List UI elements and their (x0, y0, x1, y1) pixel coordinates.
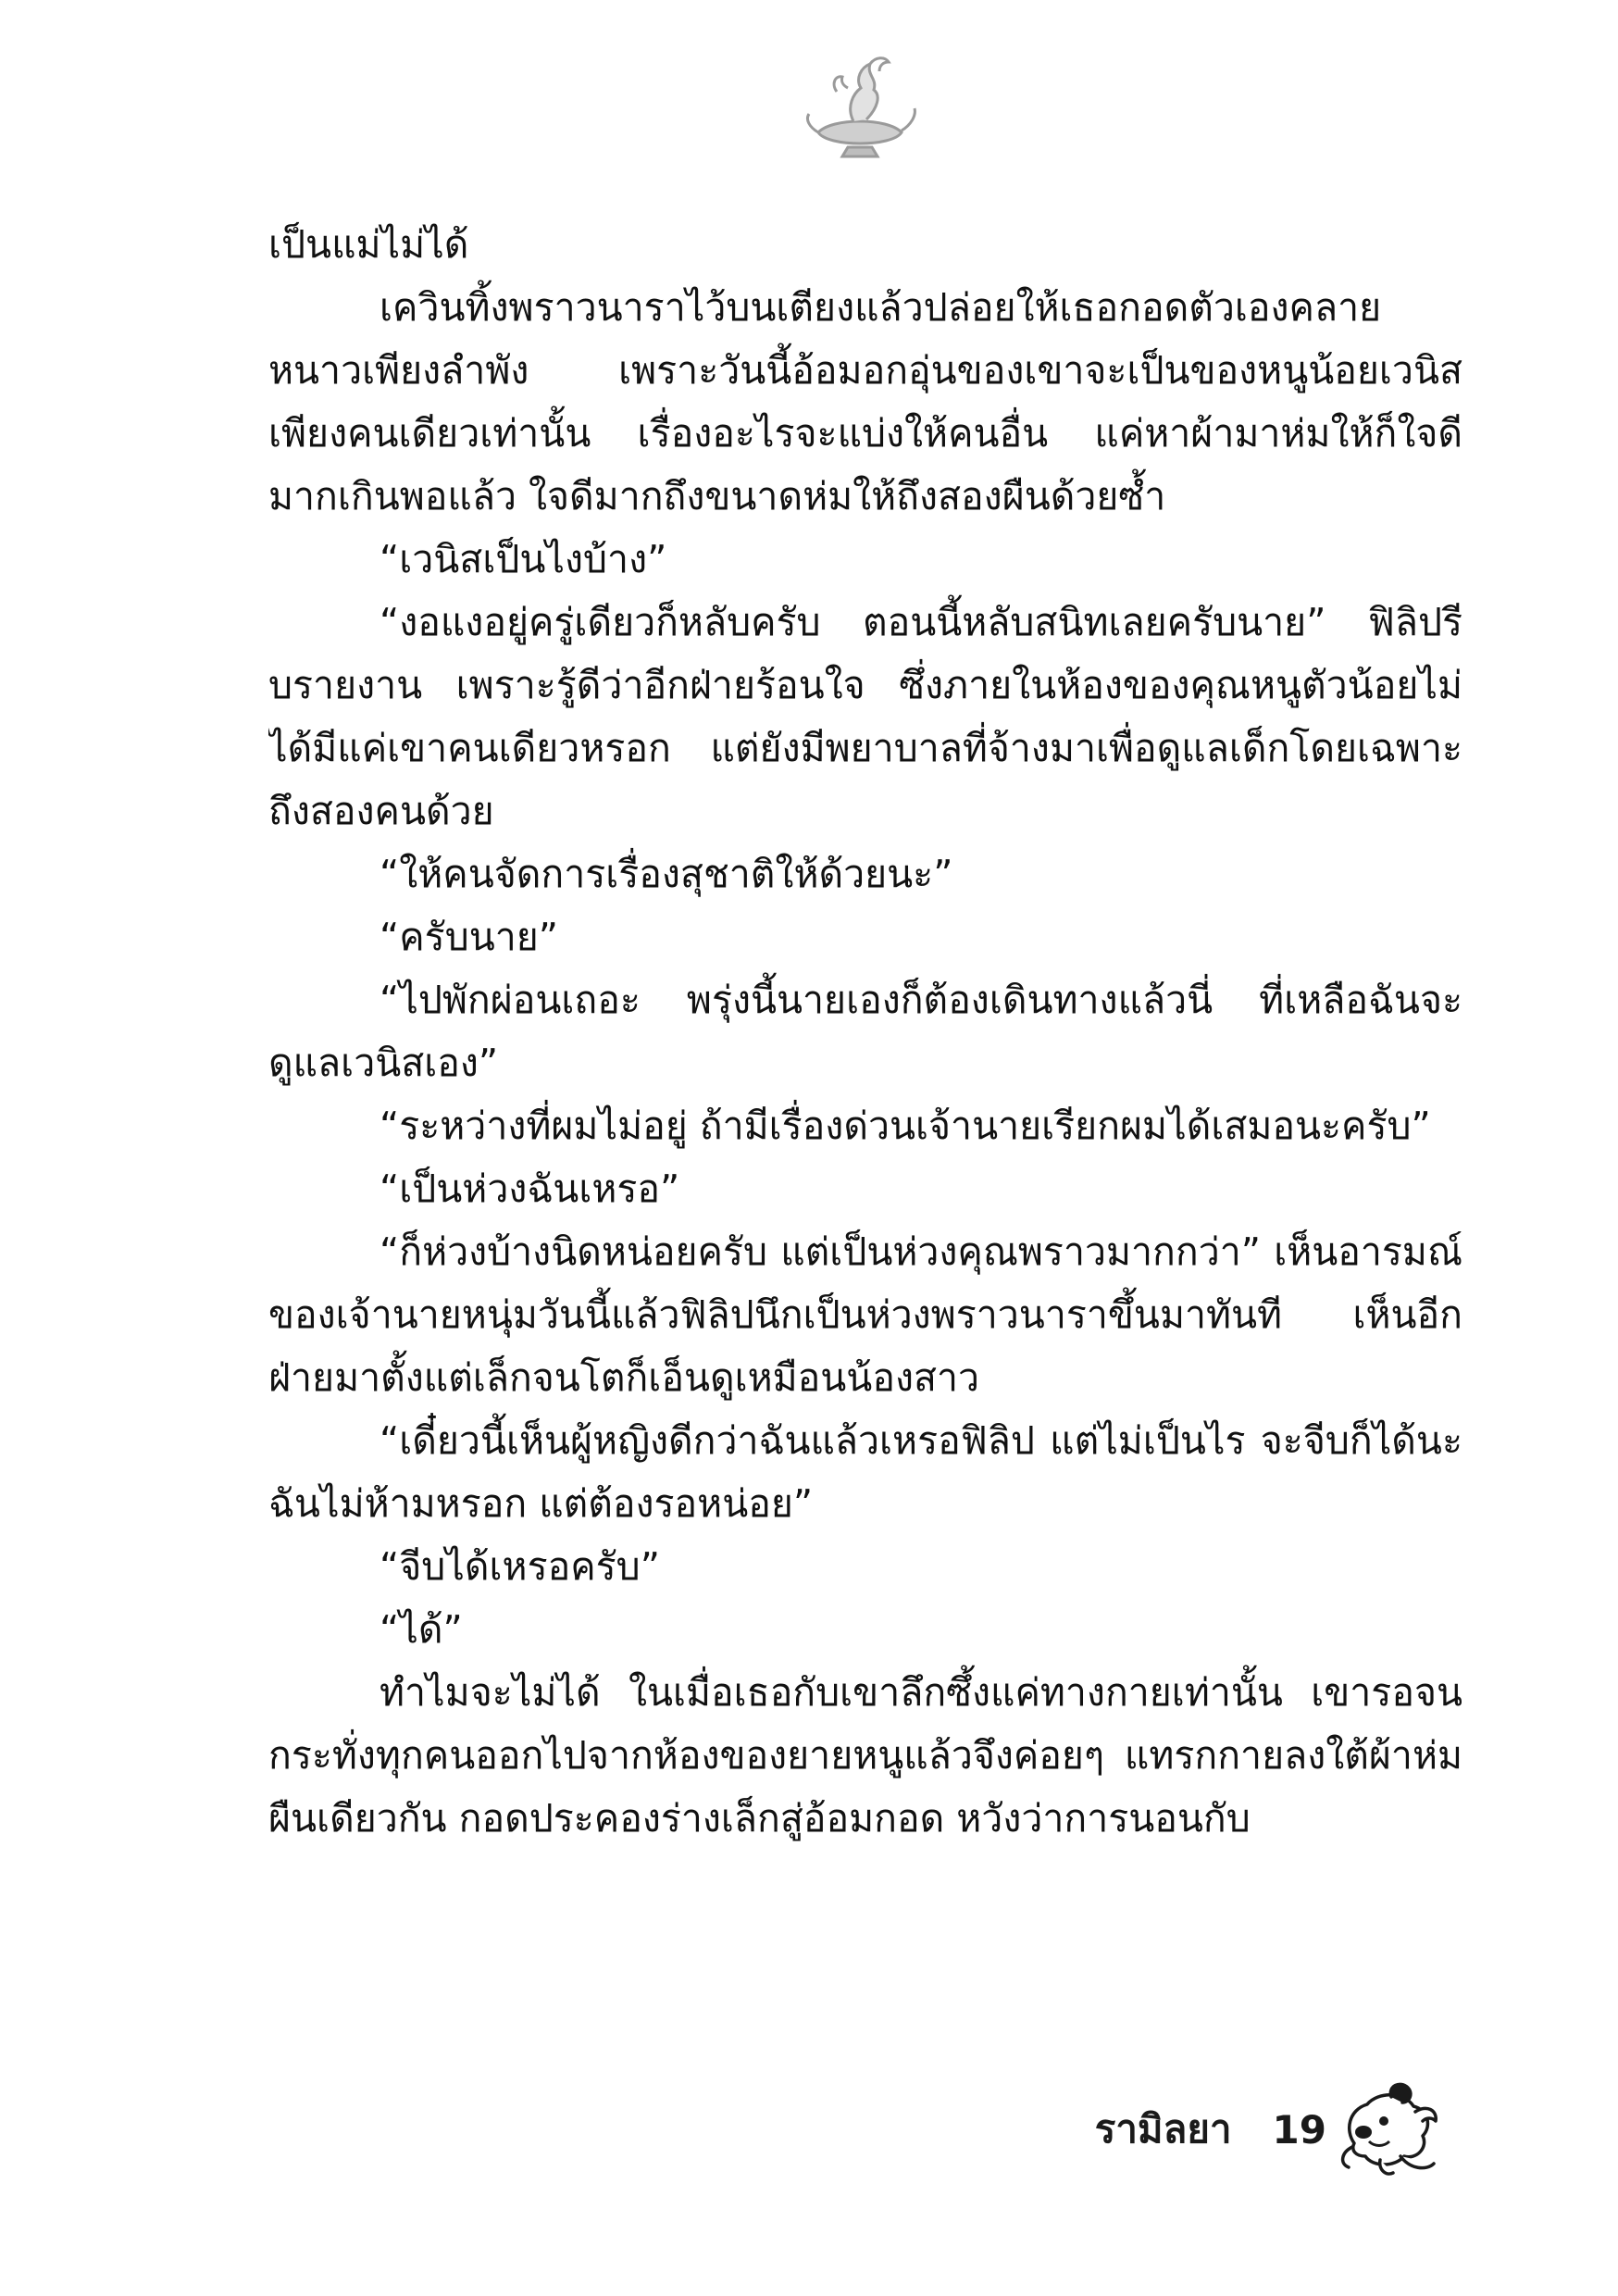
paragraph: เควินทิ้งพราวนาราไว้บนเตียงแล้วปล่อยให้เธอกอดตัวเองคลายหนาวเพียงลำพัง เพราะวันนี้อ้อมอกอุ่นของเขาจะเป็นของหนูน้อยเวนิสเพียงคนเดียวเท่านั้น เรื่องอะไรจะแบ่งให้คนอื่น แค่หาผ้ามาห่มให้ก็ใจดีมากเกินพอแล้ว ใจดีมากถึงขนาดห่มให้ถึงสองผืนด้วยซ้ำ (268, 285, 1462, 518)
paragraph: “เป็นห่วงฉันเหรอ” (380, 1167, 680, 1211)
book-title: รามิลยา (1094, 2106, 1232, 2152)
page-number: 19 (1272, 2106, 1326, 2152)
paragraph: “เวนิสเป็นไงบ้าง” (380, 537, 667, 581)
paragraph: “ระหว่างที่ผมไม่อยู่ ถ้ามีเรื่องด่วนเจ้านายเรียกผมได้เสมอนะครับ” (380, 1104, 1431, 1148)
paragraph: “ไปพักผ่อนเถอะ พรุ่งนี้นายเองก็ต้องเดินทางแล้วนี่ ที่เหลือฉันจะดูแลเวนิสเอง” (268, 978, 1462, 1085)
paragraph: “ครับนาย” (380, 915, 559, 959)
paragraph: “ได้” (380, 1607, 463, 1652)
paragraph: “จีบได้เหรอครับ” (380, 1544, 660, 1589)
paragraph: เป็นแม่ไม่ได้ (268, 222, 469, 267)
puppy-icon (1336, 2078, 1447, 2180)
page-body (268, 213, 1462, 2083)
paragraph: “เดี๋ยวนี้เห็นผู้หญิงดีกว่าฉันแล้วเหรอฟิลิป แต่ไม่เป็นไร จะจีบก็ได้นะฉันไม่ห้ามหรอก แต่ต้องรอหน่อย” (268, 1418, 1462, 1526)
paragraph: “ก็ห่วงบ้างนิดหน่อยครับ แต่เป็นห่วงคุณพราวมากกว่า” เห็นอารมณ์ของเจ้านายหนุ่มวันนี้แล้วฟิลิปนึกเป็นห่วงพราวนาราขึ้นมาทันที เห็นอีกฝ่ายมาตั้งแต่เล็กจนโตก็เอ็นดูเหมือนน้องสาว (268, 1229, 1462, 1400)
page-footer (1095, 2074, 1447, 2185)
paragraph: “งอแงอยู่ครู่เดียวก็หลับครับ ตอนนี้หลับสนิทเลยครับนาย” ฟิลิปรีบรายงาน เพราะรู้ดีว่าอีกฝ่ายร้อนใจ ซึ่งภายในห้องของคุณหนูตัวน้อยไม่ได้มีแค่เขาคนเดียวหรอก แต่ยังมีพยาบาลที่จ้างมาเพื่อดูแลเด็กโดยเฉพาะถึงสองคนด้วย (268, 600, 1462, 833)
genie-lamp-icon (800, 51, 920, 162)
paragraph: “ให้คนจัดการเรื่องสุชาติให้ด้วยนะ” (380, 852, 953, 896)
paragraph: ทำไมจะไม่ได้ ในเมื่อเธอกับเขาลึกซึ้งแค่ทางกายเท่านั้น เขารอจนกระทั่งทุกคนออกไปจากห้องของยายหนูแล้วจึงค่อยๆ แทรกกายลงใต้ผ้าห่มผืนเดียวกัน กอดประคองร่างเล็กสู่อ้อมกอด หวังว่าการนอนกับ (268, 1670, 1462, 1841)
